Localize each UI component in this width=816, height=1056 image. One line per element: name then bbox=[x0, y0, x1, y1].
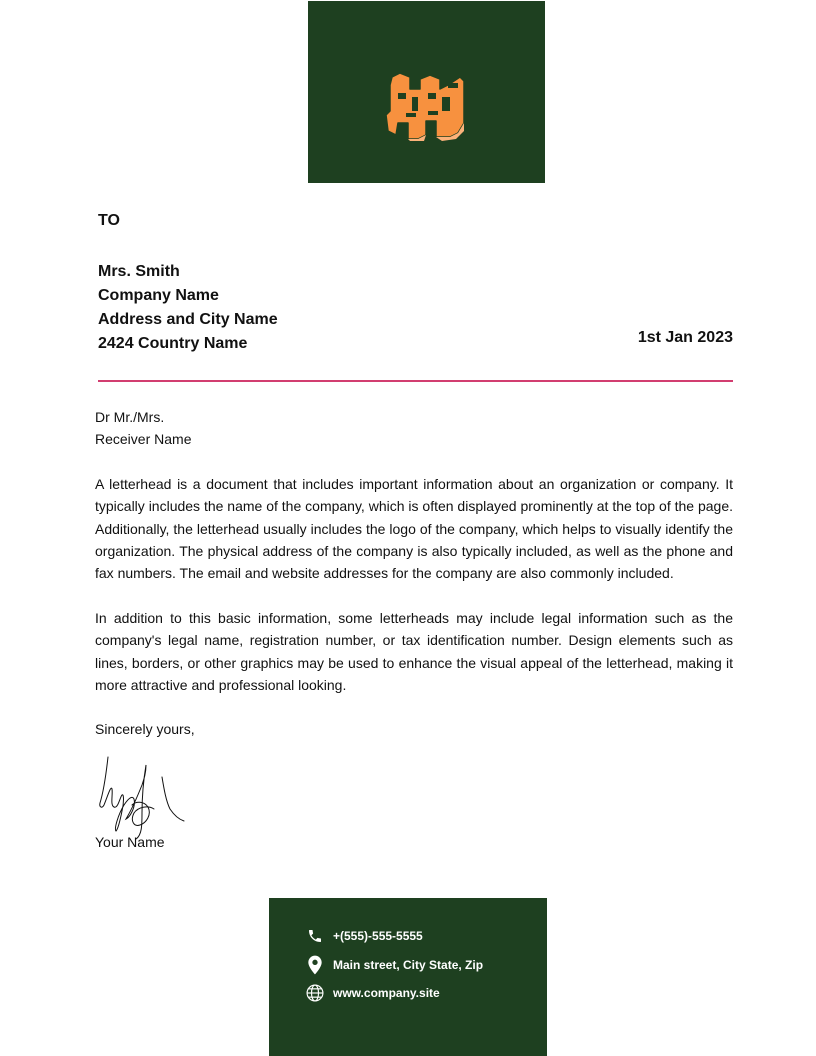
recipient-country: 2424 Country Name bbox=[98, 335, 248, 352]
recipient-address-line: Address and City Name bbox=[98, 311, 278, 328]
letter-date: 1st Jan 2023 bbox=[637, 329, 733, 346]
footer-address bbox=[305, 954, 483, 976]
footer-block bbox=[269, 898, 547, 1056]
footer-phone bbox=[305, 925, 423, 947]
website-link[interactable]: www.company.site bbox=[333, 986, 440, 1000]
footer-website[interactable] bbox=[305, 982, 440, 1004]
divider bbox=[98, 380, 733, 382]
closing: Sincerely yours, bbox=[95, 721, 195, 738]
location-pin-icon bbox=[305, 955, 325, 975]
to-label: TO bbox=[98, 212, 120, 229]
signer-name: Your Name bbox=[95, 834, 165, 850]
globe-icon bbox=[305, 983, 325, 1003]
recipient-name: Mrs. Smith bbox=[98, 263, 180, 280]
letter-body bbox=[95, 406, 733, 741]
phone-text: +(555)-555-5555 bbox=[333, 929, 423, 943]
salutation bbox=[95, 406, 733, 451]
recipient-address bbox=[98, 260, 278, 356]
address-text: Main street, City State, Zip bbox=[333, 958, 484, 972]
phone-icon bbox=[305, 926, 325, 946]
paragraph-2: In addition to this basic information, some letterheads may include legal information such as the company's legal name, registration number, or tax identification number. Design elements such as lines, borders, or other graphics may be used to enhance the visual appeal of the letterhead, making it more attractive and professional looking. bbox=[95, 609, 733, 694]
signature bbox=[96, 755, 188, 841]
salutation-line-1: Dr Mr./Mrs. bbox=[95, 409, 165, 425]
recipient-company: Company Name bbox=[98, 287, 219, 304]
logo-icon bbox=[384, 71, 466, 141]
paragraph-1: A letterhead is a document that includes important information about an organization or company. It typically includes the name of the company, which is often displayed prominently at the top of the page. Additionally, the letterhead usually includes the logo of the company, which helps to visually identify the organization. The physical address of the company is also typically included, as well as the phone and fax numbers. The email and website addresses for the company are also commonly included. bbox=[95, 475, 733, 582]
salutation-line-2: Receiver Name bbox=[95, 431, 192, 448]
